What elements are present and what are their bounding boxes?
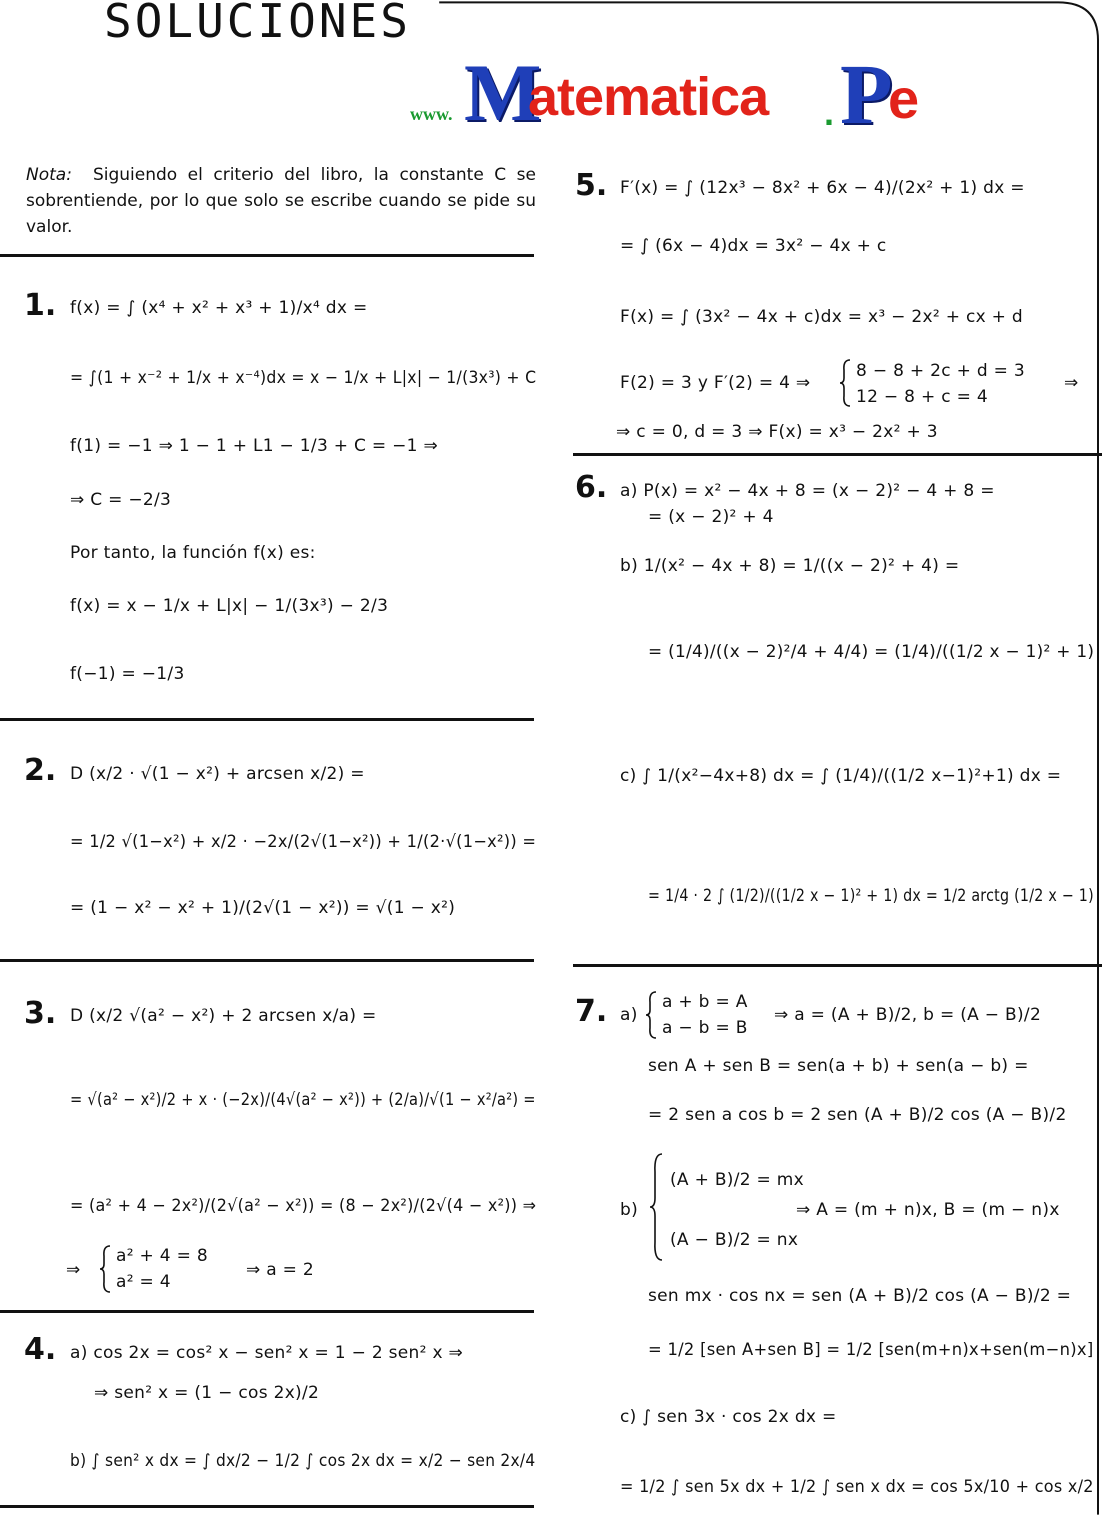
p7-system-eq-3: (A + B)/2 = mx bbox=[670, 1170, 805, 1190]
p5-system-eq-2: 12 − 8 + c = 4 bbox=[856, 387, 988, 407]
p1-line-1: f(x) = ∫ (x⁴ + x² + x³ + 1)/x⁴ dx = bbox=[70, 298, 368, 318]
p7-line-7: c) ∫ sen 3x · cos 2x dx = bbox=[620, 1407, 837, 1427]
logo-atematica: atematica bbox=[528, 67, 769, 127]
problem-number: 2. bbox=[24, 753, 57, 788]
problem-number: 7. bbox=[575, 994, 608, 1029]
p6-line-4: = (1/4)/((x − 2)²/4 + 4/4) = (1/4)/((1/2 x − 1)² + 1) bbox=[648, 642, 1095, 662]
p3-result: ⇒ a = 2 bbox=[246, 1260, 315, 1280]
problem-number: 3. bbox=[24, 996, 57, 1031]
p2-line-1: D (x/2 · √(1 − x²) + arcsen x/2) = bbox=[70, 764, 365, 784]
divider bbox=[0, 718, 534, 721]
p3-system-eq-1: a² + 4 = 8 bbox=[116, 1246, 208, 1266]
p1-line-5: Por tanto, la función f(x) es: bbox=[70, 543, 316, 563]
divider bbox=[0, 959, 534, 962]
p3-system-eq-2: a² = 4 bbox=[116, 1272, 171, 1292]
p5-line-4: F(2) = 3 y F′(2) = 4 ⇒ bbox=[620, 373, 811, 393]
p7-line-4: ⇒ A = (m + n)x, B = (m − n)x bbox=[796, 1200, 1060, 1220]
problem-number: 1. bbox=[24, 288, 57, 323]
p3-arrow: ⇒ bbox=[66, 1260, 81, 1280]
logo-p: P bbox=[840, 46, 893, 142]
left-brace-icon bbox=[644, 990, 658, 1040]
p1-line-6: f(x) = x − 1/x + L|x| − 1/(3x³) − 2/3 bbox=[70, 596, 389, 616]
p2-line-2: = 1/2 √(1−x²) + x/2 · −2x/(2√(1−x²)) + 1/(2·√(1−x²)) = bbox=[70, 832, 537, 852]
logo-www: www. bbox=[410, 104, 453, 124]
p1-line-2: = ∫(1 + x⁻² + 1/x + x⁻⁴)dx = x − 1/x + L|x| − 1/(3x³) + C bbox=[70, 368, 537, 388]
p7-part-b-label: b) bbox=[620, 1200, 639, 1220]
p7-line-1: ⇒ a = (A + B)/2, b = (A − B)/2 bbox=[774, 1005, 1042, 1025]
p2-line-3: = (1 − x² − x² + 1)/(2√(1 − x²)) = √(1 − x²) bbox=[70, 898, 456, 918]
nota-label: Nota: bbox=[26, 165, 72, 185]
logo-dot: . bbox=[824, 92, 835, 133]
logo-m: M bbox=[464, 47, 542, 138]
p3-line-1: D (x/2 √(a² − x²) + 2 arcsen x/a) = bbox=[70, 1006, 377, 1026]
p6-line-6: = 1/4 · 2 ∫ (1/2)/((1/2 x − 1)² + 1) dx = 1/2 arctg (1/2 x − 1) bbox=[648, 886, 1094, 906]
divider bbox=[573, 453, 1102, 456]
p7-line-8: = 1/2 ∫ sen 5x dx + 1/2 ∫ sen x dx = cos 5x/10 + cos x/2 bbox=[620, 1477, 1094, 1497]
p6-line-2: = (x − 2)² + 4 bbox=[648, 507, 774, 527]
p3-line-2: = √(a² − x²)/2 + x · (−2x)/(4√(a² − x²)) + (2/a)/√(1 − x²/a²) = bbox=[70, 1090, 536, 1110]
p7-part-a-label: a) bbox=[620, 1005, 638, 1025]
problem-number: 5. bbox=[575, 168, 608, 203]
divider bbox=[0, 1505, 534, 1508]
left-brace-icon bbox=[98, 1244, 112, 1294]
logo-e: e bbox=[888, 67, 920, 130]
p4-line-2: ⇒ sen² x = (1 − cos 2x)/2 bbox=[94, 1383, 320, 1403]
nota-paragraph bbox=[26, 162, 536, 240]
p1-line-3: f(1) = −1 ⇒ 1 − 1 + L1 − 1/3 + C = −1 ⇒ bbox=[70, 436, 439, 456]
p7-line-5: sen mx · cos nx = sen (A + B)/2 cos (A − B)/2 = bbox=[648, 1286, 1072, 1306]
p5-arrow: ⇒ bbox=[1064, 373, 1079, 393]
problem-number: 4. bbox=[24, 1332, 57, 1367]
p7-line-3: = 2 sen a cos b = 2 sen (A + B)/2 cos (A − B)/2 bbox=[648, 1105, 1067, 1125]
p3-line-3: = (a² + 4 − 2x²)/(2√(a² − x²)) = (8 − 2x²)/(2√(4 − x²)) ⇒ bbox=[70, 1196, 537, 1216]
p7-system-eq-1: a + b = A bbox=[662, 992, 748, 1012]
p4-line-1: a) cos 2x = cos² x − sen² x = 1 − 2 sen² x ⇒ bbox=[70, 1343, 464, 1363]
p5-line-1: F′(x) = ∫ (12x³ − 8x² + 6x − 4)/(2x² + 1) dx = bbox=[620, 178, 1025, 198]
p7-line-2: sen A + sen B = sen(a + b) + sen(a − b) = bbox=[648, 1056, 1029, 1076]
page-title: SOLUCIONES bbox=[104, 0, 411, 48]
nota-text: Siguiendo el criterio del libro, la constante C se sobrentiende, por lo que solo se escribe cuando se pide su valor. bbox=[26, 165, 536, 237]
left-brace-icon bbox=[648, 1152, 664, 1262]
matematica-pe-logo[interactable] bbox=[410, 46, 970, 142]
p5-line-5: ⇒ c = 0, d = 3 ⇒ F(x) = x³ − 2x² + 3 bbox=[616, 422, 938, 442]
p7-system-eq-4: (A − B)/2 = nx bbox=[670, 1230, 799, 1250]
divider bbox=[573, 964, 1102, 967]
divider bbox=[0, 254, 534, 257]
divider bbox=[0, 1310, 534, 1313]
p1-line-7: f(−1) = −1/3 bbox=[70, 664, 185, 684]
problem-number: 6. bbox=[575, 470, 608, 505]
p4-line-3: b) ∫ sen² x dx = ∫ dx/2 − 1/2 ∫ cos 2x dx = x/2 − sen 2x/4 bbox=[70, 1451, 536, 1471]
p7-line-6: = 1/2 [sen A+sen B] = 1/2 [sen(m+n)x+sen(m−n)x] bbox=[648, 1340, 1094, 1360]
p6-line-5: c) ∫ 1/(x²−4x+8) dx = ∫ (1/4)/((1/2 x−1)²+1) dx = bbox=[620, 766, 1062, 786]
p7-system-eq-2: a − b = B bbox=[662, 1018, 748, 1038]
left-brace-icon bbox=[838, 358, 852, 408]
p6-line-3: b) 1/(x² − 4x + 8) = 1/((x − 2)² + 4) = bbox=[620, 556, 960, 576]
p5-line-3: F(x) = ∫ (3x² − 4x + c)dx = x³ − 2x² + cx + d bbox=[620, 307, 1024, 327]
p5-line-2: = ∫ (6x − 4)dx = 3x² − 4x + c bbox=[620, 236, 887, 256]
p5-system-eq-1: 8 − 8 + 2c + d = 3 bbox=[856, 361, 1026, 381]
p6-line-1: a) P(x) = x² − 4x + 8 = (x − 2)² − 4 + 8 = bbox=[620, 481, 995, 501]
p1-line-4: ⇒ C = −2/3 bbox=[70, 490, 172, 510]
